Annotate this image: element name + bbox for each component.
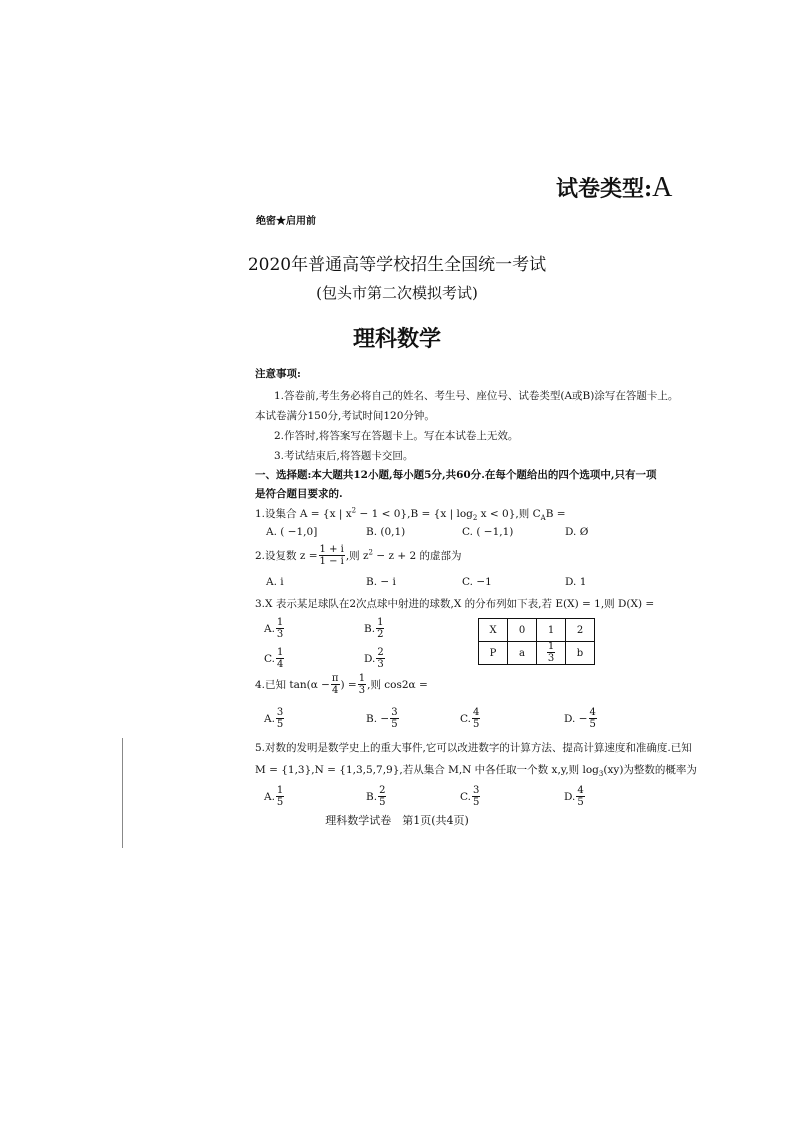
notice-item-2: 2.作答时,将答案写在答题卡上。写在本试卷上无效。: [274, 430, 519, 442]
section-heading-cont: 是符合题目要求的.: [255, 488, 343, 500]
q4-option-b: B. − $\frac{3}{5}$: [366, 707, 398, 730]
notice-item-1-cont: 本试卷满分150分,考试时间120分钟。: [255, 410, 435, 422]
table-row: [479, 619, 595, 642]
q1-option-c: C. ( −1,1): [462, 526, 514, 538]
q5-option-d: D. $\frac{4}{5}$: [564, 785, 584, 808]
question-2: 2.设复数 z = $\frac{1 + i}{1 - i}$ ,则 $z^2 - z + 2$ 的虚部为: [255, 544, 462, 567]
notice-item-3: 3.考试结束后,将答题卡交回。: [274, 450, 414, 462]
question-1: 1.设集合 A = {x | $x^2 - 1 < 0\},B = \{x$ | $\log_2 x < 0$},则 $C_AB$ =: [255, 506, 566, 523]
table-row: [479, 642, 595, 665]
q3-option-b: B. $\frac{1}{2}$: [364, 617, 384, 640]
secret-mark: 绝密★启用前: [256, 216, 316, 227]
q5-option-c: C. $\frac{3}{5}$: [460, 785, 480, 808]
q2-option-c: C. −1: [462, 576, 492, 588]
table-cell: P: [479, 642, 508, 665]
table-cell: 1: [537, 619, 566, 642]
question-3: 3.X 表示某足球队在2次点球中射进的球数,X 的分布列如下表,若 E(X) = 1,则 D(X) =: [255, 598, 655, 610]
q1-option-d: D. Ø: [565, 526, 589, 538]
exam-subtitle: (包头市第二次模拟考试): [316, 284, 478, 302]
q3-option-d: D. $\frac{2}{3}$: [364, 647, 384, 670]
q4-option-c: C. $\frac{4}{5}$: [460, 707, 480, 730]
q1-option-a: A. ( −1,0]: [266, 526, 318, 538]
page-footer: 理科数学试卷 第1页(共4页): [325, 814, 469, 827]
question-5-cont: M = {1,3},N = {1,3,5,7,9},若从集合 M,N 中各任取一个数 x,y,则 $\log_3(xy)$为整数的概率为: [255, 764, 697, 779]
exam-title: 2020年普通高等学校招生全国统一考试: [247, 255, 547, 275]
q2-option-b: B. − i: [366, 576, 396, 588]
q1-option-b: B. (0,1): [366, 526, 406, 538]
q3-option-a: A. $\frac{1}{3}$: [264, 617, 284, 640]
notice-heading: 注意事项:: [255, 368, 301, 380]
table-cell: 0: [508, 619, 537, 642]
table-cell: b: [566, 642, 595, 665]
distribution-table: [478, 618, 595, 665]
exam-type-label: 试卷类型:: [556, 176, 653, 202]
q5-option-b: B. $\frac{2}{5}$: [366, 785, 386, 808]
q4-option-d: D. − $\frac{4}{5}$: [564, 707, 596, 730]
exam-type: [556, 172, 672, 204]
q2-option-a: A. i: [266, 576, 284, 588]
table-cell: $\frac{1}{3}$: [537, 642, 566, 665]
exam-type-value: A: [652, 172, 673, 203]
q2-option-d: D. 1: [565, 576, 587, 588]
q3-option-c: C. $\frac{1}{4}$: [264, 647, 284, 670]
table-cell: a: [508, 642, 537, 665]
table-cell: 2: [566, 619, 595, 642]
q4-option-a: A. $\frac{3}{5}$: [264, 707, 284, 730]
question-4: 4.已知 tan(α − $\frac{\pi}{4}$ ) = $\frac{1}{3}$ ,则 cos2α =: [255, 673, 428, 696]
notice-item-1: 1.答卷前,考生务必将自己的姓名、考生号、座位号、试卷类型(A或B)涂写在答题卡上。: [274, 390, 679, 402]
subject-title: 理科数学: [352, 326, 441, 352]
scan-edge-line: [122, 738, 123, 848]
q5-option-a: A. $\frac{1}{5}$: [264, 785, 284, 808]
section-heading: 一、选择题:本大题共12小题,每小题5分,共60分.在每个题给出的四个选项中,只有一项: [255, 469, 657, 481]
table-cell: X: [479, 619, 508, 642]
question-5: 5.对数的发明是数学史上的重大事件,它可以改进数字的计算方法、提高计算速度和准确度.已知: [255, 742, 692, 754]
